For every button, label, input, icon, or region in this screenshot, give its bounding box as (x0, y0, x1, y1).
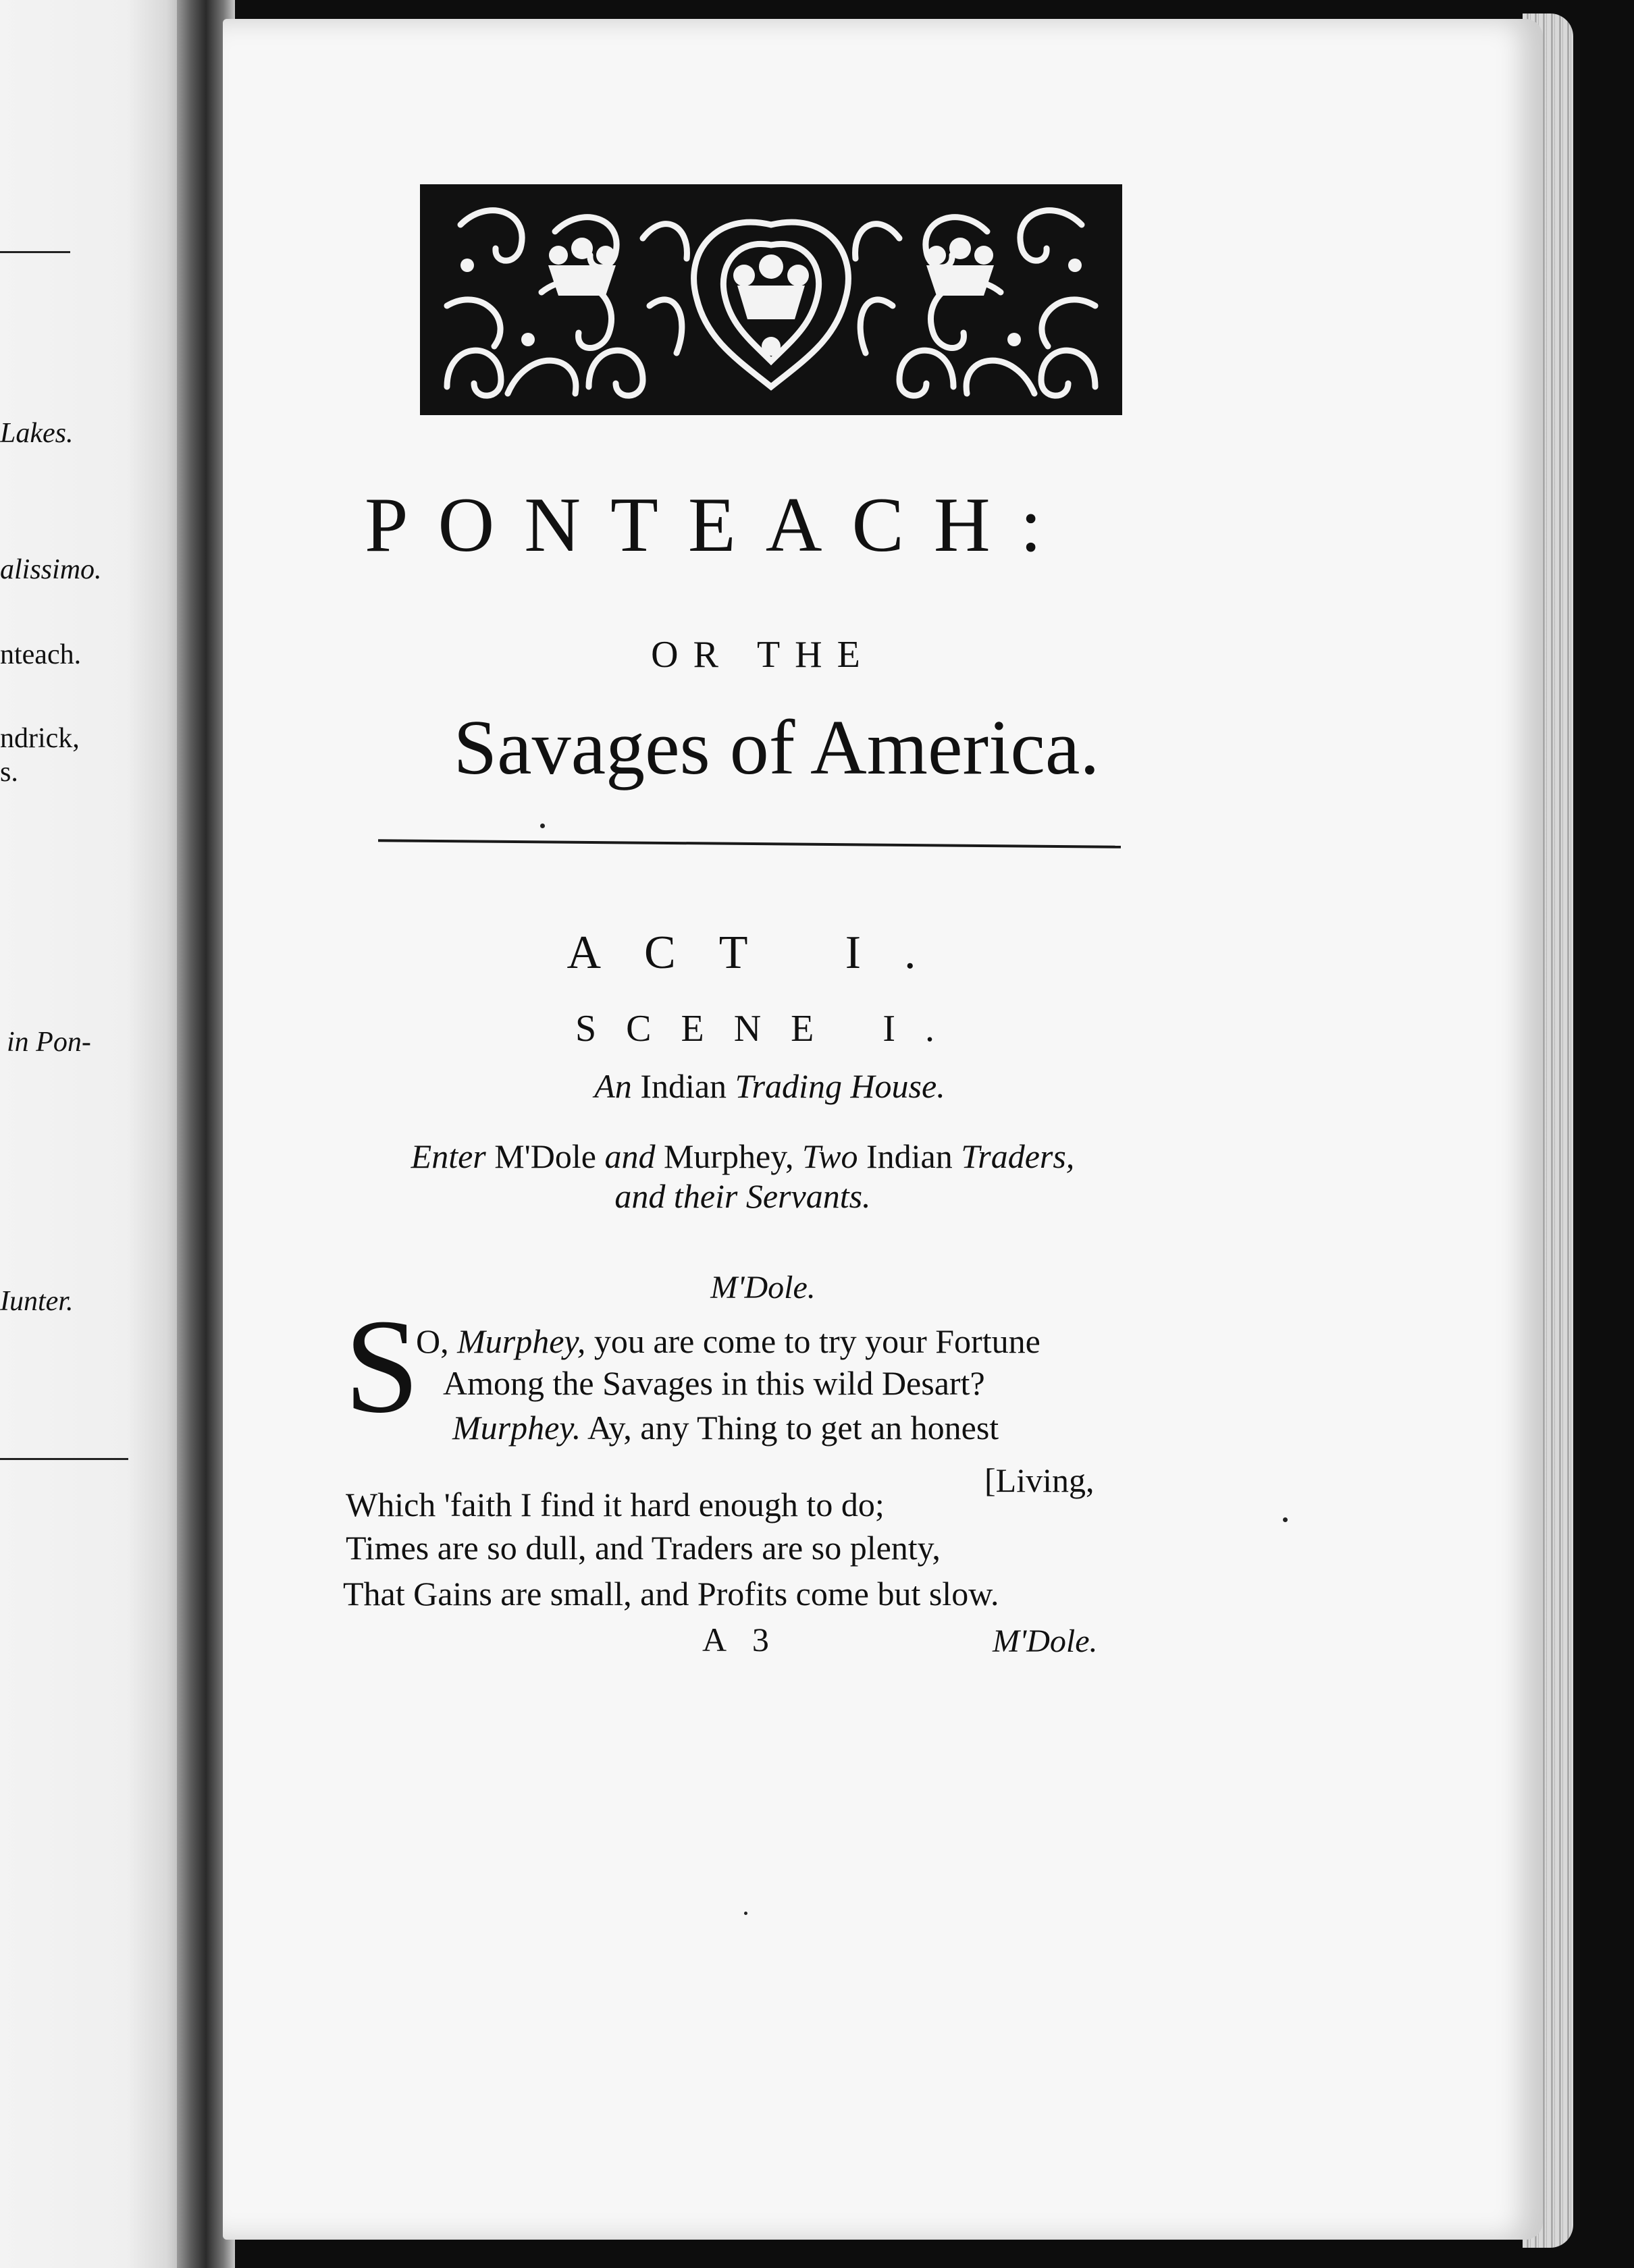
facing-page-fragment: s. (0, 757, 18, 788)
verse-line-5: Which 'faith I find it hard enough to do; (346, 1486, 885, 1523)
print-speck (744, 1912, 747, 1915)
stage-murphey: Murphey, (663, 1137, 794, 1175)
verse-turnover: [Living, (984, 1461, 1095, 1499)
stage-two: Two (802, 1137, 858, 1175)
setting-indian: Indian (640, 1067, 727, 1105)
stage-and: and (604, 1137, 656, 1175)
verse-line-2: Among the Savages in this wild Desart? (443, 1364, 985, 1402)
stage-indian: Indian (866, 1137, 953, 1175)
catchword: M'Dole. (993, 1623, 1098, 1659)
facing-page-fragment: in Pon- (7, 1027, 91, 1058)
print-speck (540, 824, 545, 828)
verse-line-1 (416, 1324, 1040, 1358)
facing-page-fragment: ndrick, (0, 723, 80, 754)
stage-enter: Enter (411, 1137, 486, 1175)
act-heading: ACT I. (566, 927, 959, 979)
facing-page-fragment: alissimo. (0, 554, 102, 585)
scene-heading: SCENE I. (575, 1008, 964, 1050)
ornamental-headpiece (420, 184, 1122, 415)
verse-line-3-text: Ay, any Thing to get an honest (587, 1409, 999, 1447)
facing-page-fragment: nteach. (0, 639, 82, 670)
stage-traders: Traders, (961, 1137, 1075, 1175)
verse-line-3 (452, 1409, 999, 1447)
stage-direction-line-2: and their Servants. (614, 1177, 871, 1215)
title-connector: OR THE (651, 634, 875, 676)
print-speck (1283, 1517, 1288, 1522)
verse-line-6: Times are so dull, and Traders are so plenty, (346, 1529, 941, 1567)
scene-setting (513, 1066, 1026, 1106)
stage-mdole: M'Dole (494, 1137, 596, 1175)
book-title: PONTEACH: (365, 482, 1072, 568)
facing-page-fragment: Lakes. (0, 418, 74, 449)
stage-direction (365, 1137, 1121, 1216)
speaker-name-inline: Murphey, (457, 1322, 586, 1360)
facing-page-rule-bottom (0, 1458, 128, 1460)
setting-article: An (594, 1067, 632, 1105)
verse-line-1-start: O, (416, 1322, 449, 1360)
stage-direction-line-1 (365, 1137, 1121, 1177)
signature-mark: A 3 (702, 1621, 779, 1658)
verse-line-1-rest: you are come to try your Fortune (594, 1322, 1040, 1360)
facing-page-fragment: Iunter. (0, 1286, 74, 1317)
facing-page (0, 0, 181, 2268)
book-subtitle: Savages of America. (453, 705, 1100, 791)
verse-line-7: That Gains are small, and Profits come but slow. (343, 1575, 999, 1613)
speaker-prefix: Murphey. (452, 1409, 581, 1447)
setting-place: Trading House. (735, 1067, 945, 1105)
drop-cap: S (344, 1292, 420, 1441)
facing-page-rule-top (0, 251, 70, 253)
speaker-heading: M'Dole. (710, 1270, 816, 1305)
